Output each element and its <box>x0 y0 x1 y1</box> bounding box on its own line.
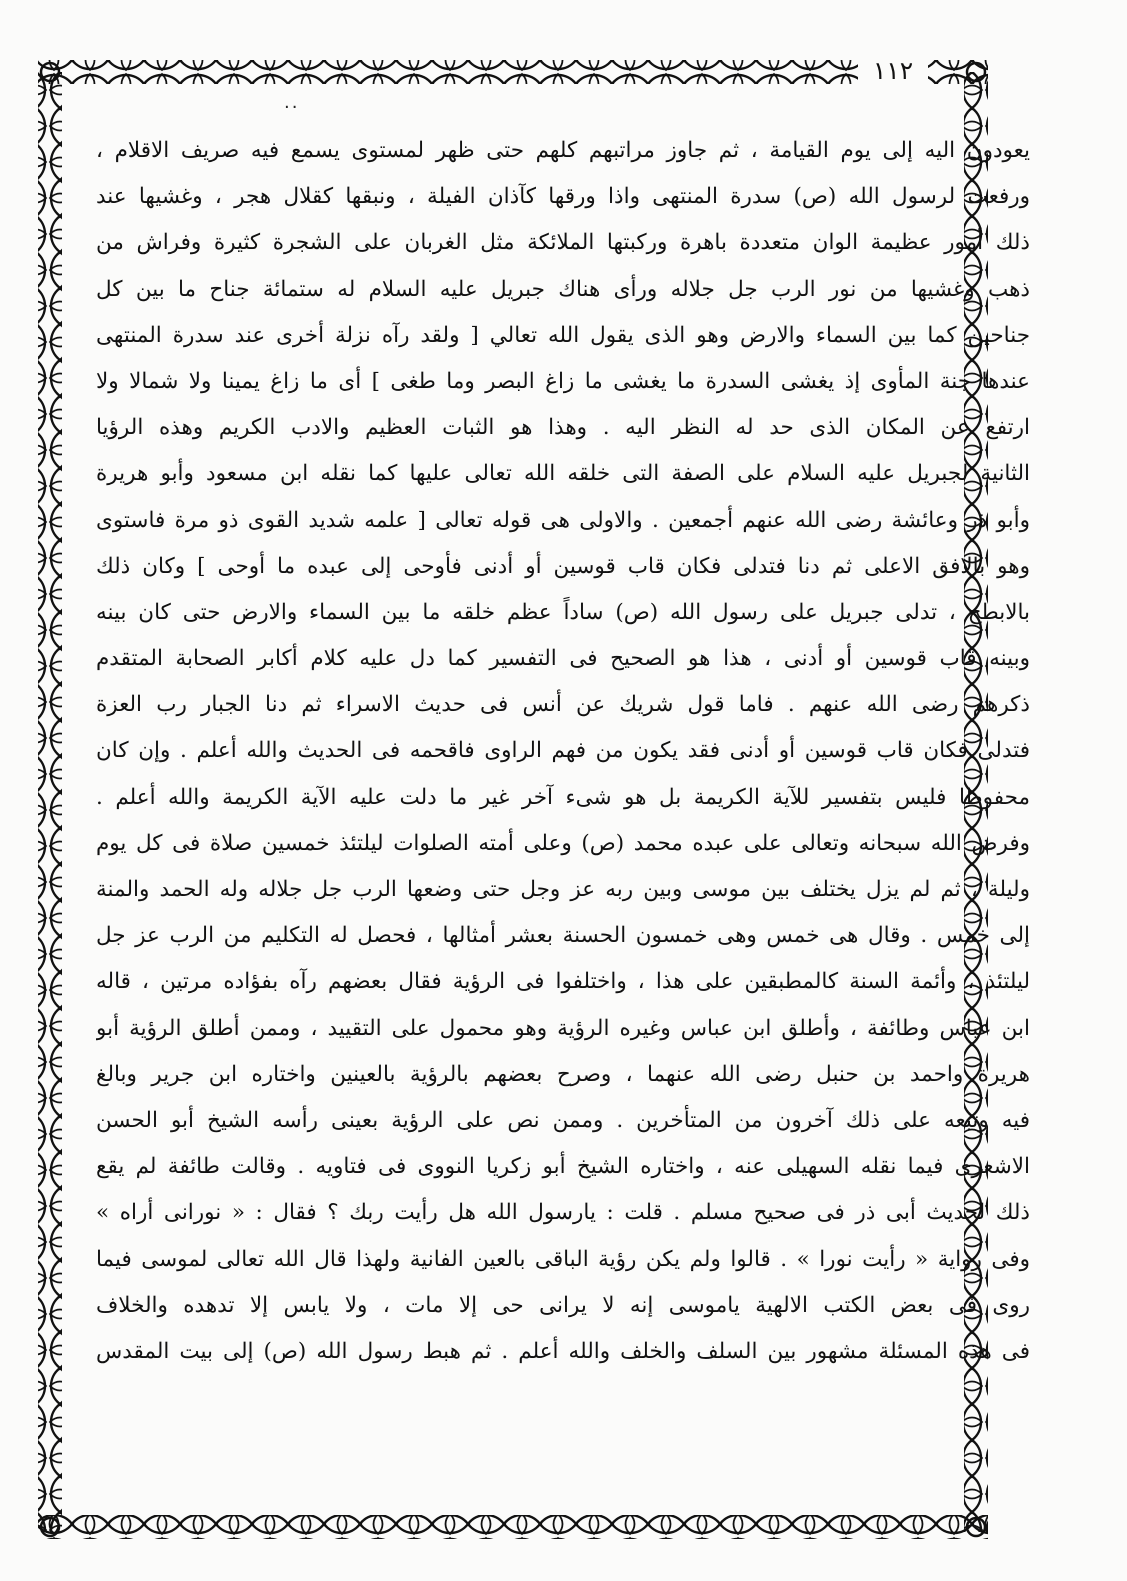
text-line: فيه وتبعه على ذلك آخرون من المتأخرين . وممن نص على الرؤية بعينى رأسه الشيخ أبو الحسن <box>96 1107 1030 1133</box>
text-line: وفى رواية « رأيت نورا » . قالوا ولم يكن رؤية الباقى بالعين الفانية ولهذا قال الله تعالى لموسى فيما <box>96 1246 1030 1272</box>
text-line: هريرة واحمد بن حنبل رضى الله عنهما ، وصرح بعضهم بالرؤية بالعينين واختاره ابن جرير وبالغ <box>96 1061 1030 1087</box>
text-line: محفوظا فليس بتفسير للآية الكريمة بل هو شىء آخر غير ما دلت عليه الآية الكريمة والله أعلم . <box>96 784 1030 810</box>
text-line: ابن عباس وطائفة ، وأطلق ابن عباس وغيره الرؤية وهو محمول على التقييد ، وممن أطلق الرؤية أبو <box>96 1015 1030 1041</box>
text-line: جناحين كما بين السماء والارض وهو الذى يقول الله تعالي [ ولقد رآه نزلة أخرى عند سدرة المنتهى <box>96 322 1030 348</box>
border-bottom <box>38 1515 988 1539</box>
text-line: ذهب وغشيها من نور الرب جل جلاله ورأى هناك جبريل عليه السلام له ستمائة جناح ما بين كل <box>96 276 1030 302</box>
text-line: وهو بالافق الاعلى ثم دنا فتدلى فكان قاب قوسين أو أدنى فأوحى إلى عبده ما أوحى ] وكان ذلك <box>96 553 1030 579</box>
text-line: فى هذه المسئلة مشهور بين السلف والخلف والله أعلم . ثم هبط رسول الله (ص) إلى بيت المقدس <box>96 1338 1030 1364</box>
text-line: ورفعت لرسول الله (ص) سدرة المنتهى واذا ورقها كآذان الفيلة ، ونبقها كقلال هجر ، وغشيها عند <box>96 184 1030 210</box>
page-number: ١١٢ <box>858 54 928 88</box>
text-line: وأبو ذر وعائشة رضى الله عنهم أجمعين . والاولى هى قوله تعالى [ علمه شديد القوى ذو مرة فاستوى <box>96 507 1030 533</box>
text-line: روى فى بعض الكتب الالهية ياموسى إنه لا يرانى حى إلا مات ، ولا يابس إلا تدهده والخلاف <box>96 1292 1030 1318</box>
text-line: فتدلى فكان قاب قوسين أو أدنى فقد يكون من فهم الراوى فاقحمه فى الحديث والله أعلم . وإن كان <box>96 738 1030 764</box>
text-line: ارتفع عن المكان الذى حد له النظر اليه . وهذا هو الثبات العظيم والادب الكريم وهذه الرؤيا <box>96 415 1030 441</box>
text-line: وليلة ، ثم لم يزل يختلف بين موسى وبين ربه عز وجل حتى وضعها الرب جل جلاله وله الحمد والمنة <box>96 877 1030 902</box>
text-line: ذلك أمور عظيمة الوان متعددة باهرة وركبتها الملائكة مثل الغربان على الشجرة كثيرة وفراش من <box>96 230 1030 256</box>
border-top <box>38 60 988 84</box>
text-line: يعودون اليه إلى يوم القيامة ، ثم جاوز مراتبهم كلهم حتى ظهر لمستوى يسمع فيه صريف الاقلام ، <box>96 138 1030 163</box>
text-line: ذلك لحديث أبى ذر فى صحيح مسلم . قلت : يارسول الله هل رأيت ربك ؟ فقال : « نورانى أراه » <box>96 1200 1030 1226</box>
text-line: وبينه قاب قوسين أو أدنى ، هذا هو الصحيح فى التفسير كما دل عليه كلام أكابر الصحابة المتقدم <box>96 646 1030 672</box>
text-line: بالابطح ، تدلى جبريل على رسول الله (ص) ساداً عظم خلقه ما بين السماء والارض حتى كان بينه <box>96 599 1030 625</box>
border-left <box>38 72 62 1532</box>
text-line: ليلتئذ ، وأئمة السنة كالمطبقين على هذا ، واختلفوا فى الرؤية فقال بعضهم رآه بفؤاده مرتين ، قاله <box>96 969 1030 995</box>
text-line: وفرض الله سبحانه وتعالى على عبده محمد (ص) وعلى أمته الصلوات ليلتئذ خمسين صلاة فى كل يوم <box>96 830 1030 856</box>
body-text <box>96 128 1030 1375</box>
top-mark: .. <box>284 92 300 113</box>
text-line: الاشعرى فيما نقله السهيلى عنه ، واختاره الشيخ أبو زكريا النووى فى فتاويه . وقالت طائفة لم يقع <box>96 1154 1030 1180</box>
text-line: إلى خمس . وقال هى خمس وهى خمسون الحسنة بعشر أمثالها ، فحصل له التكليم من الرب عز جل <box>96 923 1030 949</box>
text-line: عندها جنة المأوى إذ يغشى السدرة ما يغشى ما زاغ البصر وما طغى ] أى ما زاغ يمينا ولا شمالا ولا <box>96 368 1030 394</box>
text-line: الثانية لجبريل عليه السلام على الصفة التى خلقه الله تعالى عليها كما نقله ابن مسعود وأبو هريرة <box>96 461 1030 487</box>
text-line: ذكرهم رضى الله عنهم . فاما قول شريك عن أنس فى حديث الاسراء ثم دنا الجبار رب العزة <box>96 692 1030 718</box>
